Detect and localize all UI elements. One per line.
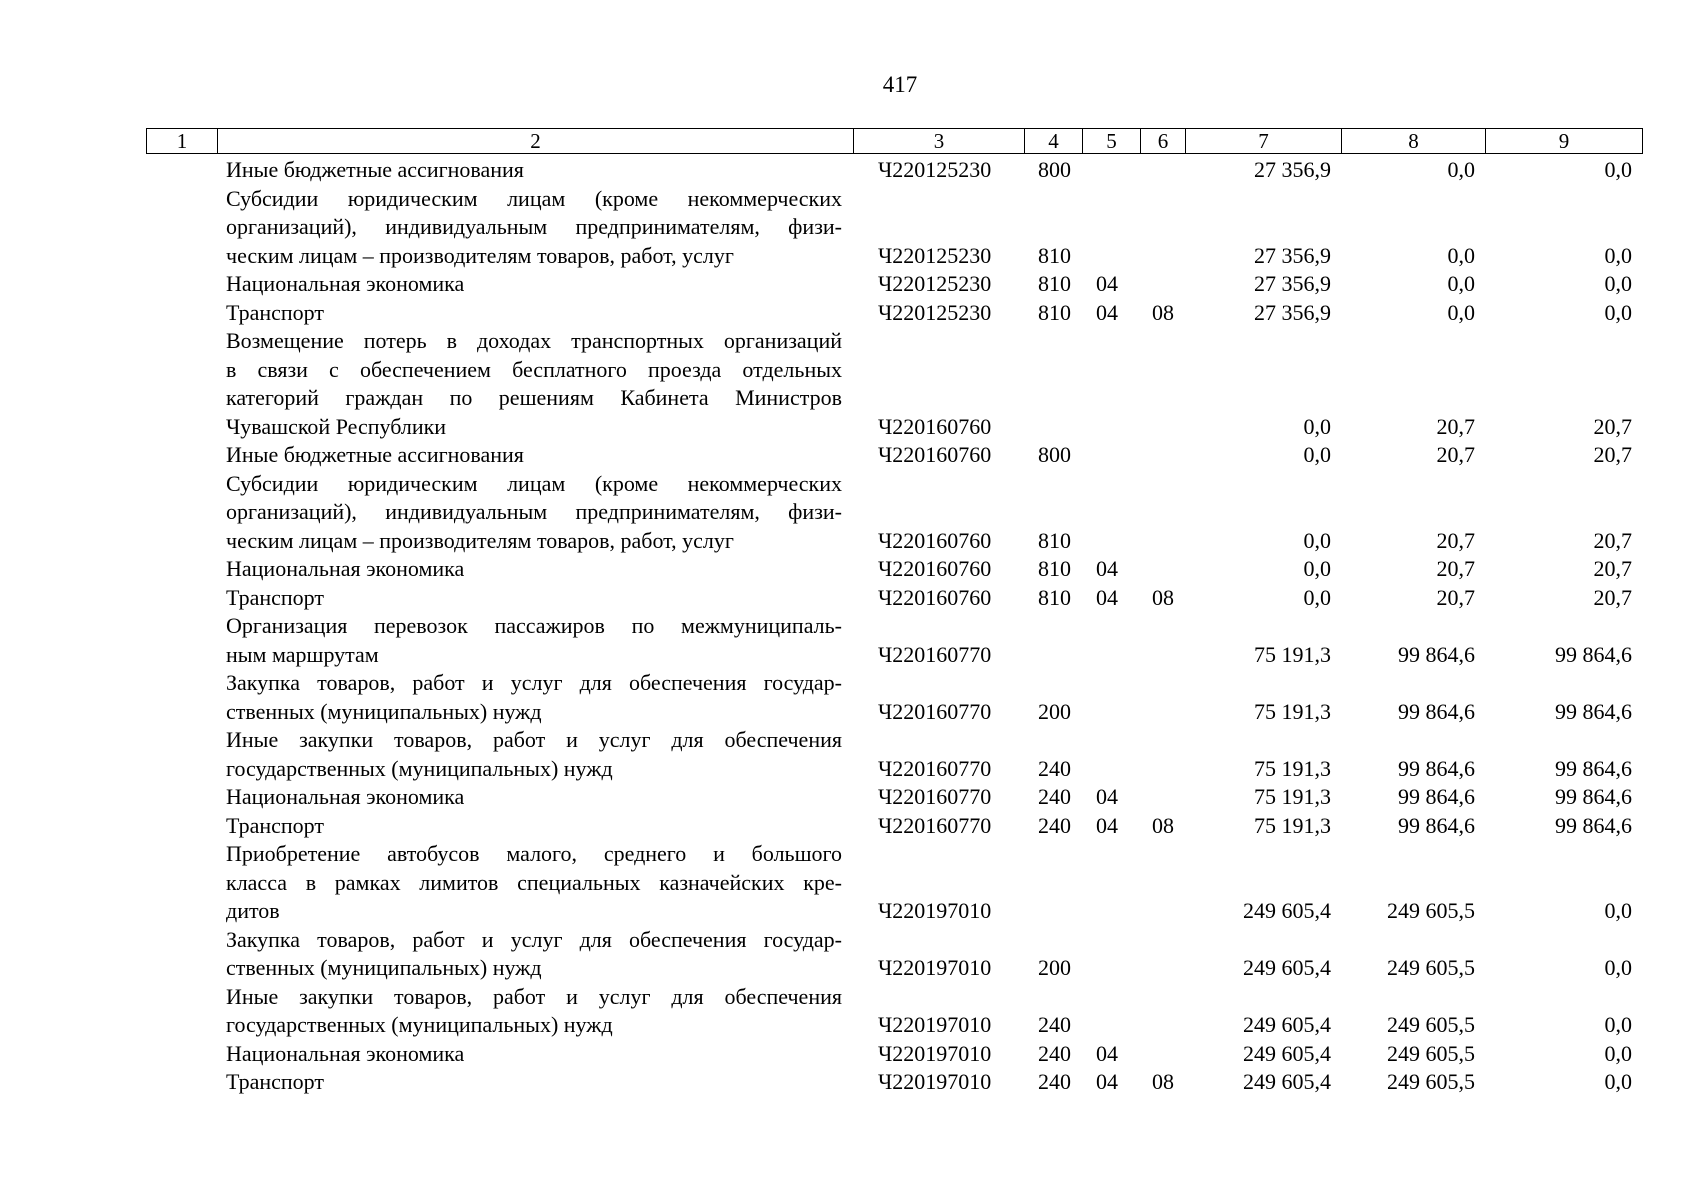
row-section [1082, 669, 1140, 726]
row-amount-col7: 249 605,4 [1243, 1069, 1331, 1094]
column-number-8: 8 [1342, 129, 1486, 154]
row-amount-col8: 20,7 [1436, 584, 1475, 610]
row-target-code: Ч220125230 [878, 271, 992, 296]
row-expense-type: 800 [1038, 442, 1071, 467]
row-amount-col7: 75 191,3 [1254, 784, 1331, 809]
description-line: Организация перевозок пассажиров по межмуниципаль- [226, 613, 842, 638]
row-amount-col8: 99 864,6 [1398, 784, 1475, 809]
row-amount-col9: 99 864,6 [1555, 784, 1632, 809]
row-amount-col9: 0,0 [1604, 1069, 1632, 1094]
row-expense-type: 240 [1038, 812, 1071, 838]
row-target-code: Ч220125230 [878, 242, 992, 268]
description-line: Транспорт [226, 299, 325, 325]
row-section [1082, 726, 1140, 783]
description-line: государственных (муниципальных) нужд [226, 1012, 613, 1037]
table-row [146, 441, 1642, 470]
row-subsection [1140, 555, 1185, 584]
row-target-code: Ч220160770 [878, 812, 992, 838]
description-line: ственных (муниципальных) нужд [226, 698, 542, 724]
row-description [217, 270, 853, 299]
row-amount-col7: 0,0 [1303, 584, 1331, 610]
row-section: 04 [1096, 556, 1118, 581]
row-expense-type: 240 [1038, 1040, 1071, 1066]
table-row [146, 926, 1642, 983]
row-expense-type: 240 [1038, 784, 1071, 809]
column-number-4: 4 [1025, 129, 1083, 154]
table-row [146, 470, 1642, 556]
row-subsection [1140, 669, 1185, 726]
row-expense-type: 200 [1038, 955, 1071, 980]
row-description [217, 983, 853, 1040]
description-line: Иные бюджетные ассигнования [226, 442, 524, 467]
row-target-code: Ч220160770 [878, 784, 992, 809]
row-amount-col7: 27 356,9 [1254, 242, 1331, 268]
row-description [217, 612, 853, 669]
description-line: ческим лицам – производителям товаров, работ, услуг [226, 527, 734, 553]
row-description [217, 185, 853, 271]
table-row [146, 840, 1642, 926]
row-expense-type [1024, 612, 1082, 669]
row-index-cell [146, 926, 217, 983]
row-amount-col8: 0,0 [1447, 271, 1475, 296]
row-amount-col7: 249 605,4 [1243, 1012, 1331, 1037]
row-amount-col7: 75 191,3 [1254, 641, 1331, 667]
row-target-code: Ч220197010 [878, 1012, 992, 1037]
row-amount-col7: 75 191,3 [1254, 812, 1331, 838]
description-line: Иные закупки товаров, работ и услуг для обеспечения [226, 983, 842, 1009]
row-subsection: 08 [1152, 812, 1174, 838]
table-row [146, 812, 1642, 841]
row-amount-col9: 99 864,6 [1555, 698, 1632, 724]
row-amount-col9: 0,0 [1604, 1040, 1632, 1066]
column-number-7: 7 [1186, 129, 1342, 154]
row-expense-type: 810 [1038, 584, 1071, 610]
table-row [146, 185, 1642, 271]
description-line: Закупка товаров, работ и услуг для обеспечения государ- [226, 926, 842, 952]
row-target-code: Ч220125230 [878, 157, 992, 182]
column-number-3: 3 [854, 129, 1025, 154]
row-amount-col8: 0,0 [1447, 242, 1475, 268]
row-description [217, 783, 853, 812]
row-section: 04 [1096, 271, 1118, 296]
row-description [217, 812, 853, 841]
row-description [217, 1040, 853, 1069]
row-amount-col7: 0,0 [1303, 442, 1331, 467]
table-row [146, 1068, 1642, 1097]
row-section: 04 [1096, 299, 1118, 325]
row-section: 04 [1096, 584, 1118, 610]
row-expense-type [1024, 327, 1082, 441]
row-amount-col8: 99 864,6 [1398, 755, 1475, 781]
row-amount-col7: 0,0 [1303, 556, 1331, 581]
table-row [146, 1040, 1642, 1069]
row-section: 04 [1096, 1069, 1118, 1094]
row-amount-col9: 20,7 [1593, 556, 1632, 581]
row-amount-col8: 0,0 [1447, 157, 1475, 182]
column-number-5: 5 [1083, 129, 1141, 154]
row-amount-col8: 99 864,6 [1398, 812, 1475, 838]
row-amount-col8: 249 605,5 [1387, 1040, 1475, 1066]
description-line: класса в рамках лимитов специальных казначейских кре- [226, 869, 842, 895]
row-expense-type: 810 [1038, 242, 1071, 268]
row-index-cell [146, 612, 217, 669]
row-index-cell [146, 983, 217, 1040]
table-row [146, 327, 1642, 441]
row-amount-col9: 0,0 [1604, 299, 1632, 325]
row-section: 04 [1096, 1040, 1118, 1066]
row-subsection [1140, 470, 1185, 556]
row-expense-type: 810 [1038, 556, 1071, 581]
description-line: Иные закупки товаров, работ и услуг для обеспечения [226, 727, 842, 752]
description-line: Национальная экономика [226, 271, 465, 296]
row-index-cell [146, 327, 217, 441]
row-subsection [1140, 270, 1185, 299]
row-subsection [1140, 726, 1185, 783]
row-subsection [1140, 185, 1185, 271]
row-target-code: Ч220160760 [878, 442, 992, 467]
row-amount-col9: 20,7 [1593, 442, 1632, 467]
row-section [1082, 983, 1140, 1040]
row-amount-col9: 0,0 [1604, 1012, 1632, 1037]
row-amount-col8: 249 605,5 [1387, 1069, 1475, 1094]
row-index-cell [146, 441, 217, 470]
row-subsection [1140, 156, 1185, 185]
row-index-cell [146, 812, 217, 841]
row-amount-col7: 75 191,3 [1254, 698, 1331, 724]
row-description [217, 926, 853, 983]
row-section [1082, 185, 1140, 271]
row-subsection [1140, 441, 1185, 470]
row-section [1082, 327, 1140, 441]
row-expense-type: 240 [1038, 1012, 1071, 1037]
row-amount-col7: 27 356,9 [1254, 299, 1331, 325]
row-amount-col9: 0,0 [1604, 242, 1632, 268]
description-line: Национальная экономика [226, 556, 465, 581]
column-number-2: 2 [218, 129, 854, 154]
row-target-code: Ч220160770 [878, 755, 992, 781]
row-index-cell [146, 1068, 217, 1097]
row-amount-col8: 249 605,5 [1387, 898, 1475, 923]
row-index-cell [146, 669, 217, 726]
description-line: Транспорт [226, 1069, 325, 1094]
description-line: Приобретение автобусов малого, среднего и большого [226, 841, 842, 866]
row-description [217, 555, 853, 584]
column-number-6: 6 [1141, 129, 1186, 154]
description-line: Национальная экономика [226, 1040, 465, 1066]
row-amount-col9: 0,0 [1604, 157, 1632, 182]
row-expense-type: 810 [1038, 527, 1071, 553]
row-amount-col8: 0,0 [1447, 299, 1475, 325]
row-target-code: Ч220197010 [878, 1040, 992, 1066]
row-target-code: Ч220160760 [878, 413, 992, 439]
row-subsection [1140, 327, 1185, 441]
row-expense-type: 810 [1038, 271, 1071, 296]
description-line: организаций), индивидуальным предпринимателям, физи- [226, 499, 842, 524]
row-index-cell [146, 299, 217, 328]
row-section [1082, 441, 1140, 470]
row-amount-col8: 20,7 [1436, 556, 1475, 581]
row-subsection: 08 [1152, 299, 1174, 325]
table-row [146, 156, 1642, 185]
row-index-cell [146, 156, 217, 185]
description-line: категорий граждан по решениям Кабинета Министров [226, 385, 842, 410]
row-amount-col9: 0,0 [1604, 898, 1632, 923]
row-index-cell [146, 726, 217, 783]
row-section [1082, 156, 1140, 185]
row-target-code: Ч220160760 [878, 584, 992, 610]
table-row [146, 983, 1642, 1040]
row-amount-col7: 75 191,3 [1254, 755, 1331, 781]
row-index-cell [146, 185, 217, 271]
row-amount-col9: 99 864,6 [1555, 812, 1632, 838]
table-row [146, 612, 1642, 669]
row-index-cell [146, 555, 217, 584]
row-subsection [1140, 612, 1185, 669]
row-section [1082, 840, 1140, 926]
row-subsection: 08 [1152, 1069, 1174, 1094]
row-amount-col8: 249 605,5 [1387, 1012, 1475, 1037]
column-header-row [147, 129, 1643, 154]
budget-table-body [146, 156, 1642, 1097]
description-line: Транспорт [226, 584, 325, 610]
row-subsection [1140, 783, 1185, 812]
table-row [146, 299, 1642, 328]
column-number-9: 9 [1486, 129, 1643, 154]
row-amount-col7: 249 605,4 [1243, 898, 1331, 923]
row-amount-col9: 20,7 [1593, 584, 1632, 610]
row-description [217, 584, 853, 613]
row-index-cell [146, 840, 217, 926]
row-expense-type: 810 [1038, 299, 1071, 325]
row-description [217, 299, 853, 328]
row-subsection [1140, 926, 1185, 983]
column-header-table [146, 128, 1643, 154]
row-index-cell [146, 783, 217, 812]
column-number-1: 1 [147, 129, 218, 154]
row-target-code: Ч220197010 [878, 1069, 992, 1094]
row-section [1082, 926, 1140, 983]
row-amount-col7: 249 605,4 [1243, 955, 1331, 980]
row-target-code: Ч220160770 [878, 641, 992, 667]
description-line: Закупка товаров, работ и услуг для обеспечения государ- [226, 670, 842, 695]
description-line: в связи с обеспечением бесплатного проезда отдельных [226, 356, 842, 382]
description-line: Субсидии юридическим лицам (кроме некоммерческих [226, 185, 842, 211]
row-amount-col7: 27 356,9 [1254, 157, 1331, 182]
row-expense-type: 800 [1038, 157, 1071, 182]
row-amount-col7: 0,0 [1303, 413, 1331, 439]
row-amount-col9: 20,7 [1593, 527, 1632, 553]
row-amount-col8: 99 864,6 [1398, 698, 1475, 724]
description-line: Транспорт [226, 812, 325, 838]
row-target-code: Ч220125230 [878, 299, 992, 325]
description-line: организаций), индивидуальным предпринимателям, физи- [226, 214, 842, 239]
row-description [217, 1068, 853, 1097]
row-amount-col7: 27 356,9 [1254, 271, 1331, 296]
row-subsection [1140, 1040, 1185, 1069]
row-description [217, 441, 853, 470]
description-line: Иные бюджетные ассигнования [226, 157, 524, 182]
row-target-code: Ч220160760 [878, 556, 992, 581]
row-expense-type: 240 [1038, 755, 1071, 781]
row-amount-col8: 20,7 [1436, 442, 1475, 467]
table-row [146, 584, 1642, 613]
row-section [1082, 612, 1140, 669]
row-subsection [1140, 983, 1185, 1040]
row-index-cell [146, 1040, 217, 1069]
description-line: Субсидии юридическим лицам (кроме некоммерческих [226, 470, 842, 496]
row-description [217, 726, 853, 783]
row-subsection: 08 [1152, 584, 1174, 610]
row-amount-col8: 99 864,6 [1398, 641, 1475, 667]
row-target-code: Ч220197010 [878, 898, 992, 923]
row-section: 04 [1096, 812, 1118, 838]
row-target-code: Ч220160770 [878, 698, 992, 724]
row-index-cell [146, 470, 217, 556]
row-amount-col8: 20,7 [1436, 527, 1475, 553]
row-amount-col9: 99 864,6 [1555, 755, 1632, 781]
description-line: государственных (муниципальных) нужд [226, 755, 613, 781]
description-line: ческим лицам – производителям товаров, работ, услуг [226, 242, 734, 268]
description-line: ным маршрутам [226, 641, 379, 667]
row-description [217, 470, 853, 556]
row-target-code: Ч220160760 [878, 527, 992, 553]
row-amount-col9: 99 864,6 [1555, 641, 1632, 667]
row-amount-col7: 249 605,4 [1243, 1040, 1331, 1066]
description-line: Чувашской Республики [226, 413, 447, 439]
row-section [1082, 470, 1140, 556]
row-description [217, 156, 853, 185]
description-line: дитов [226, 898, 280, 923]
row-section: 04 [1096, 784, 1118, 809]
row-index-cell [146, 584, 217, 613]
row-description [217, 669, 853, 726]
row-amount-col9: 0,0 [1604, 955, 1632, 980]
row-target-code: Ч220197010 [878, 955, 992, 980]
table-row [146, 726, 1642, 783]
description-line: Национальная экономика [226, 784, 465, 809]
row-subsection [1140, 840, 1185, 926]
page-number: 417 [882, 72, 918, 97]
row-amount-col8: 249 605,5 [1387, 955, 1475, 980]
row-description [217, 327, 853, 441]
table-row [146, 270, 1642, 299]
description-line: Возмещение потерь в доходах транспортных организаций [226, 328, 842, 353]
row-index-cell [146, 270, 217, 299]
table-row [146, 555, 1642, 584]
row-expense-type [1024, 840, 1082, 926]
row-expense-type: 200 [1038, 698, 1071, 724]
row-amount-col9: 20,7 [1593, 413, 1632, 439]
row-amount-col9: 0,0 [1604, 271, 1632, 296]
table-row [146, 783, 1642, 812]
row-description [217, 840, 853, 926]
description-line: ственных (муниципальных) нужд [226, 955, 542, 980]
row-amount-col8: 20,7 [1436, 413, 1475, 439]
row-amount-col7: 0,0 [1303, 527, 1331, 553]
table-row [146, 669, 1642, 726]
row-expense-type: 240 [1038, 1069, 1071, 1094]
